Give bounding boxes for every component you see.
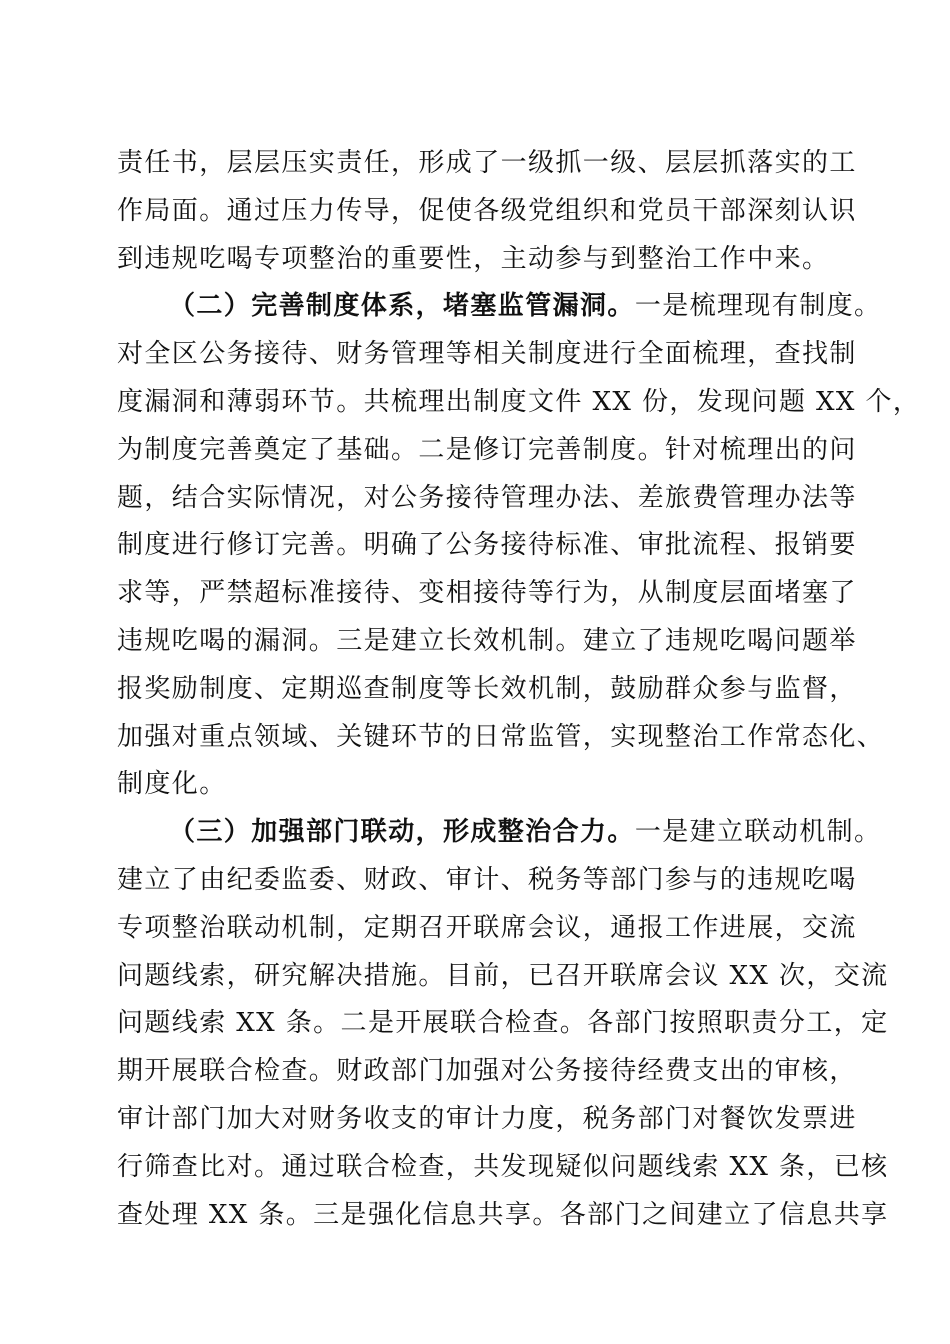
section-2-heading: （二）完善制度体系，堵塞监管漏洞。 (169, 291, 635, 322)
section-3-heading: （三）加强部门联动，形成整治合力。 (169, 817, 635, 848)
paragraph-3-line: 审计部门加大对财务收支的审计力度，税务部门对餐饮发票进 (117, 1103, 857, 1134)
paragraph-1-line-3: 到违规吃喝专项整治的重要性，主动参与到整治工作中来。 (117, 243, 830, 274)
paragraph-2-first-line (117, 283, 882, 331)
paragraph-2-line: 为制度完善奠定了基础。二是修订完善制度。针对梳理出的问 (117, 434, 857, 465)
paragraph-1-line-1: 责任书，层层压实责任，形成了一级抓一级、层层抓落实的工 (117, 148, 857, 178)
paragraph-2-line: 题，结合实际情况，对公务接待管理办法、差旅费管理办法等 (117, 482, 857, 513)
paragraph-2-line: 制度进行修订完善。明确了公务接待标准、审批流程、报销要 (117, 530, 857, 561)
paragraph-2-first-line-text: 一是梳理现有制度。 (634, 291, 882, 322)
paragraph-2-line: 报奖励制度、定期巡查制度等长效机制，鼓励群众参与监督， (117, 673, 857, 704)
paragraph-2-line: 对全区公务接待、财务管理等相关制度进行全面梳理，查找制 (117, 339, 857, 370)
document-body (117, 140, 921, 1239)
paragraph-3-line: 建立了由纪委监委、财政、审计、税务等部门参与的违规吃喝 (117, 864, 857, 895)
paragraph-3-line: 问题线索，研究解决措施。目前，已召开联席会议 XX 次，交流 (117, 960, 889, 991)
paragraph-2-line: 加强对重点领域、关键环节的日常监管，实现整治工作常态化、 (117, 721, 885, 752)
paragraph-3-line: 行筛查比对。通过联合检查，共发现疑似问题线索 XX 条，已核 (117, 1151, 889, 1182)
paragraph-3-line: 问题线索 XX 条。二是开展联合检查。各部门按照职责分工，定 (117, 1008, 889, 1039)
paragraph-3-line: 期开展联合检查。财政部门加强对公务接待经费支出的审核， (117, 1056, 857, 1087)
paragraph-3-line: 查处理 XX 条。三是强化信息共享。各部门之间建立了信息共享 (117, 1199, 889, 1230)
paragraph-3-line: 专项整治联动机制，定期召开联席会议，通报工作进展，交流 (117, 912, 857, 943)
paragraph-2-line: 度漏洞和薄弱环节。共梳理出制度文件 XX 份，发现问题 XX 个， (117, 386, 921, 417)
paragraph-3-first-line-text: 一是建立联动机制。 (634, 817, 882, 848)
paragraph-3-first-line (117, 809, 882, 857)
paragraph-2-line: 求等，严禁超标准接待、变相接待等行为，从制度层面堵塞了 (117, 578, 857, 609)
paragraph-1-line-2: 作局面。通过压力传导，促使各级党组织和党员干部深刻认识 (117, 195, 857, 226)
paragraph-2-line: 制度化。 (117, 769, 227, 800)
paragraph-2-line: 违规吃喝的漏洞。三是建立长效机制。建立了违规吃喝问题举 (117, 625, 857, 656)
